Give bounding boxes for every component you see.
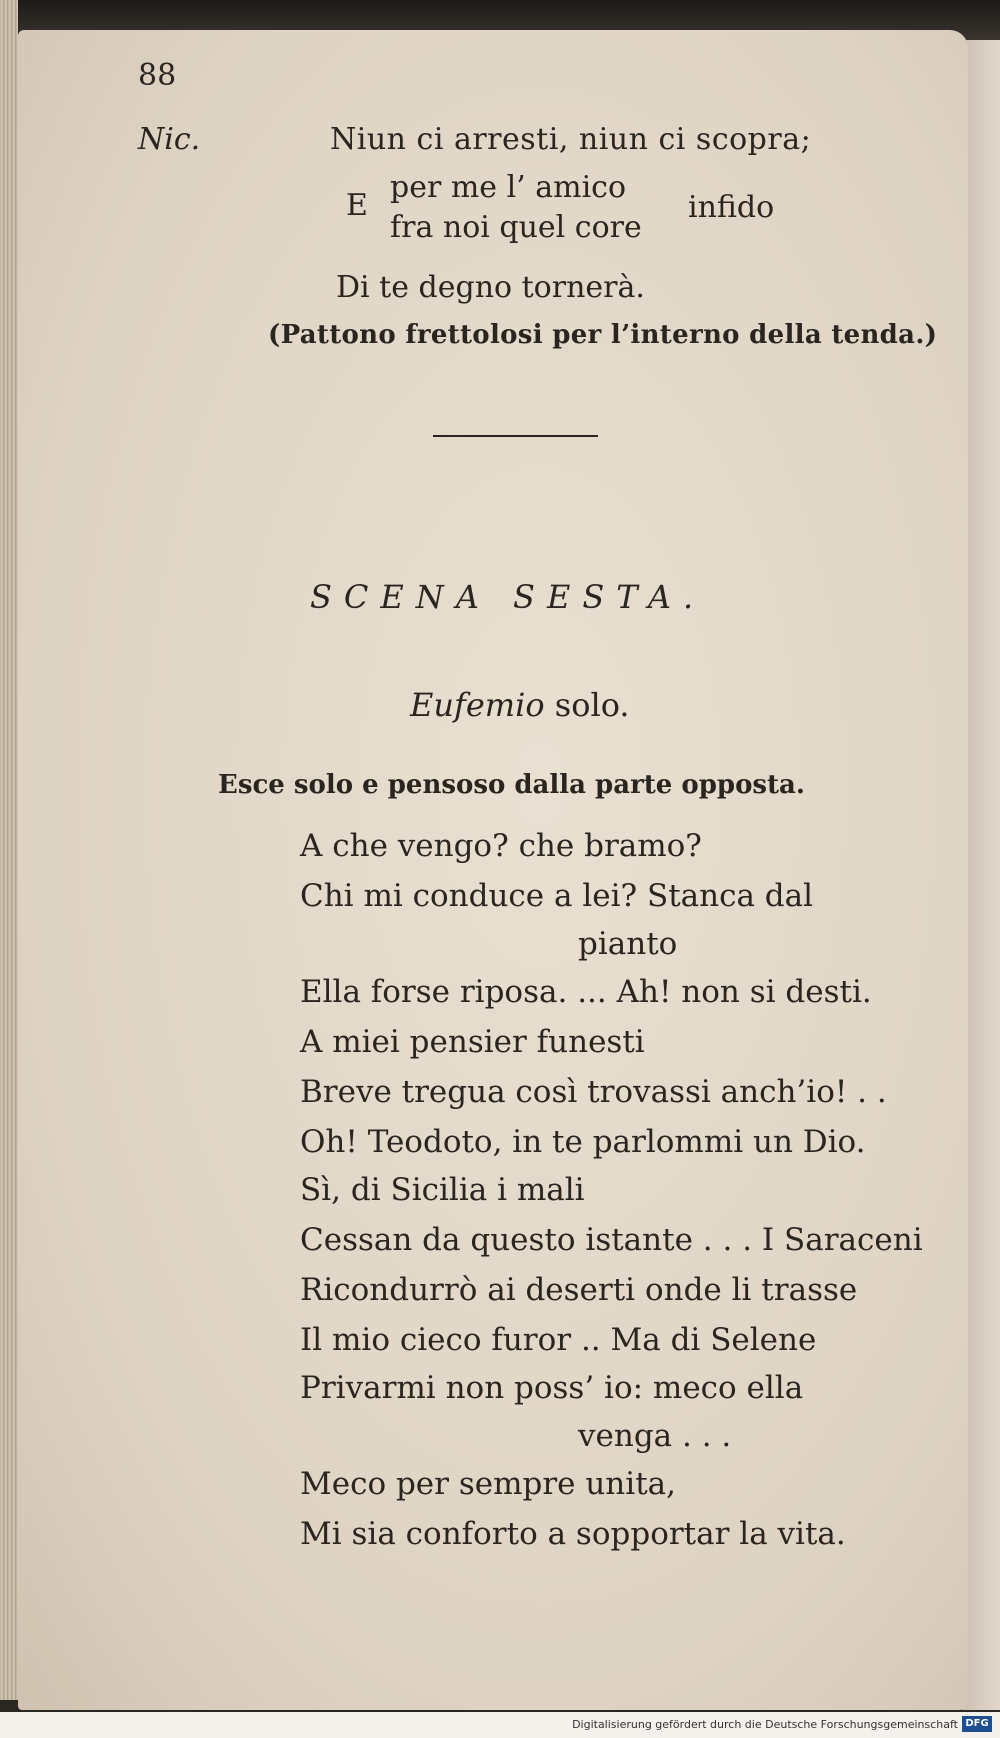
character-heading bbox=[410, 686, 630, 724]
verse-line: A miei pensier funesti bbox=[300, 1024, 645, 1060]
verse-line: Ricondurrò ai deserti onde li trasse bbox=[300, 1272, 858, 1308]
verse-line-lower: fra noi quel core bbox=[390, 210, 642, 245]
verse-line: Breve tregua così trovassi anch’io! . . bbox=[300, 1074, 887, 1110]
page-stack-edge bbox=[0, 0, 18, 1700]
character-name: Eufemio bbox=[410, 686, 545, 724]
verse-line: Il mio cieco furor .. Ma di Selene bbox=[300, 1322, 817, 1358]
verse-line: Sì, di Sicilia i mali bbox=[300, 1172, 585, 1208]
book-page bbox=[18, 30, 968, 1710]
verse-line: Di te degno tornerà. bbox=[336, 270, 645, 305]
verse-line: Ella forse riposa. ... Ah! non si desti. bbox=[300, 974, 872, 1010]
verse-line: Chi mi conduce a lei? Stanca dal bbox=[300, 878, 814, 914]
speaker-label: Nic. bbox=[138, 122, 201, 157]
verse-line-continuation: pianto bbox=[578, 926, 678, 962]
verse-line: Oh! Teodoto, in te parlommi un Dio. bbox=[300, 1124, 866, 1160]
verse-line: A che vengo? che bramo? bbox=[300, 828, 702, 864]
character-note: solo. bbox=[554, 686, 630, 724]
section-divider bbox=[433, 435, 598, 437]
verse-line: Meco per sempre unita, bbox=[300, 1466, 676, 1502]
verse-line-tail: infido bbox=[688, 190, 775, 225]
stage-direction: (Pattono frettolosi per l’interno della tenda.) bbox=[268, 320, 938, 350]
verse-line: Niun ci arresti, niun ci scopra; bbox=[330, 122, 812, 157]
scene-title: SCENA SESTA. bbox=[310, 578, 706, 616]
verse-brace-letter: E bbox=[346, 188, 368, 223]
dfg-logo: DFG bbox=[962, 1716, 992, 1732]
funding-credit: Digitalisierung gefördert durch die Deutsche Forschungsgemeinschaft bbox=[572, 1718, 958, 1731]
verse-line-continuation: venga . . . bbox=[578, 1418, 732, 1454]
stage-direction: Esce solo e pensoso dalla parte opposta. bbox=[218, 770, 805, 800]
verse-line: Cessan da questo istante . . . I Saraceni bbox=[300, 1222, 923, 1258]
verse-line: Mi sia conforto a sopportar la vita. bbox=[300, 1516, 846, 1552]
verse-line-upper: per me l’ amico bbox=[390, 170, 627, 205]
page-number: 88 bbox=[138, 58, 177, 93]
verse-line: Privarmi non poss’ io: meco ella bbox=[300, 1370, 804, 1406]
